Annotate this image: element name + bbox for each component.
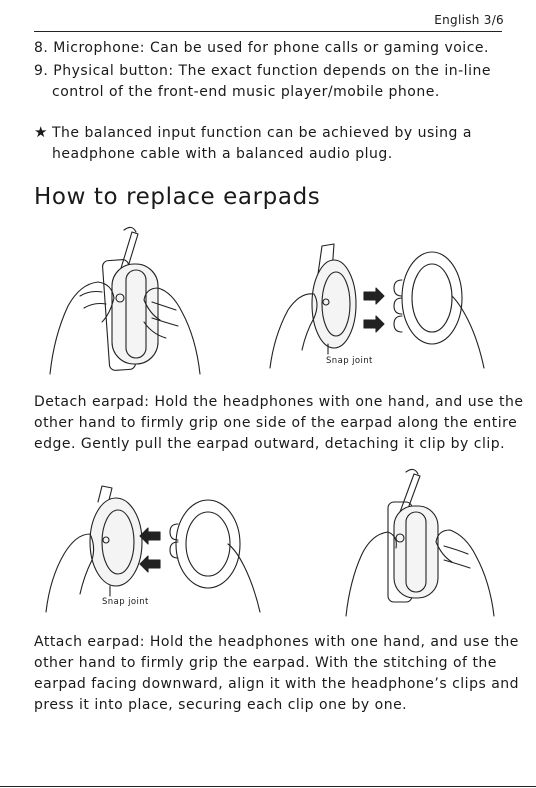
snap-joint-label-attach: Snap joint — [102, 597, 149, 607]
attach-align-illustration — [38, 482, 268, 617]
note-line-2: headphone cable with a balanced audio plug. — [52, 146, 393, 162]
attach-line-3: earpad facing downward, align it with the headphone’s clips and — [34, 676, 520, 692]
attach-line-1: Attach earpad: Hold the headphones with one hand, and use the — [34, 634, 519, 650]
star-icon: ★ — [34, 123, 48, 141]
attach-line-2: other hand to firmly grip the earpad. With the stitching of the — [34, 655, 497, 671]
detach-hold-illustration — [40, 226, 210, 376]
attach-press-illustration — [340, 468, 500, 618]
bottom-divider — [0, 786, 536, 787]
list-item-physical-button: 9. Physical button: The exact function depends on the in-line — [34, 63, 491, 79]
attach-line-4: press it into place, securing each clip one by one. — [34, 697, 408, 713]
snap-joint-label: Snap joint — [326, 356, 373, 366]
section-title: How to replace earpads — [34, 184, 321, 210]
page-label: English 3/6 — [434, 13, 504, 27]
detach-line-1: Detach earpad: Hold the headphones with one hand, and use the — [34, 394, 524, 410]
header-divider — [34, 31, 502, 32]
detach-line-2: other hand to firmly grip one side of the earpad along the entire — [34, 415, 518, 431]
list-item-microphone: 8. Microphone: Can be used for phone calls or gaming voice. — [34, 40, 489, 56]
detach-pull-illustration — [262, 240, 492, 370]
detach-line-3: edge. Gently pull the earpad outward, detaching it clip by clip. — [34, 436, 506, 452]
list-item-physical-button-cont: control of the front-end music player/mobile phone. — [52, 84, 440, 100]
note-line-1: The balanced input function can be achieved by using a — [52, 125, 472, 141]
